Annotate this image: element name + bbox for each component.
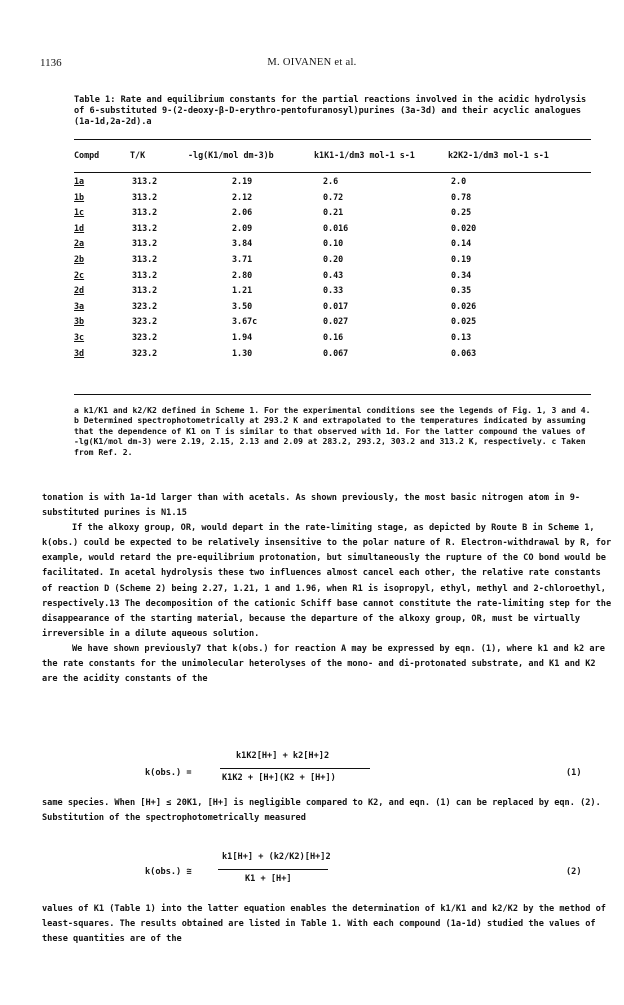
value-cell: 3.71 <box>232 253 253 264</box>
compound-cell: 1a <box>74 176 85 186</box>
value-cell: 0.19 <box>451 253 472 264</box>
value-cell: 0.16 <box>323 331 344 342</box>
value-cell: 3.50 <box>232 300 253 311</box>
paragraph-3: We have shown previously7 that k(obs.) for reaction A may be expressed by eqn. (1), where k1 and k2 are the rate constants for the unimolecular heterolyses of the mono- and di-protonated substrate, and K1 and K2 are the acidity constants of the <box>42 643 605 685</box>
compound-cell: 1c <box>74 207 85 218</box>
table-footnotes: a k1/K1 and k2/K2 defined in Scheme 1. For the experimental conditions see the legends of Fig. 1, 3 and 4. b Determined spectrophotometrically at 293.2 K and extrapolated to the temperatures indicated by assuming that the dependence of K1 on T is similar to that observed with 1d. For the latter compound the values of -lg(K1/mol dm-3) were 2.19, 2.15, 2.13 and 2.09 at 283.2, 293.2, 303.2 and 313.2 K, respectively. c Taken from Ref. 2. <box>74 405 591 457</box>
table-caption: Table 1: Rate and equilibrium constants for the partial reactions involved in the acidic hydrolysis of 6-substituted 9-(2-deoxy-β-D-erythro-pentofuranosyl)purines (3a-3d) and their acyclic analogues (1a-1d,2a-2d).a <box>74 95 587 127</box>
value-cell: 1.30 <box>232 347 253 358</box>
value-cell: 0.020 <box>451 222 477 233</box>
table-row <box>74 238 591 254</box>
data-table <box>74 150 591 363</box>
header-lgk1: -lg(K1/mol dm-3)b <box>188 150 274 160</box>
value-cell: 1.21 <box>232 285 253 296</box>
eq2-number: (2) <box>566 867 582 877</box>
page-number: 1136 <box>40 57 62 69</box>
compound-cell: 3b <box>74 316 85 327</box>
value-cell: 313.2 <box>132 285 158 296</box>
table-row <box>74 254 591 270</box>
table-row <box>74 332 591 348</box>
value-cell: 323.2 <box>132 300 158 311</box>
value-cell: 1.94 <box>232 331 253 342</box>
eq1-numerator: k1K2[H+] + k2[H+]2 <box>236 751 330 761</box>
value-cell: 0.067 <box>323 347 349 358</box>
value-cell: 2.0 <box>451 176 467 186</box>
compound-cell: 3c <box>74 331 85 342</box>
paragraph-5: values of K1 (Table 1) into the latter equation enables the determination of k1/K1 and k2/K2 by the method of least-squares. The results obtained are listed in Table 1. With each compound (1a-1d) studied the values of these quantities are of the <box>42 904 606 945</box>
table-row <box>74 301 591 317</box>
value-cell: 0.43 <box>323 269 344 280</box>
value-cell: 0.025 <box>451 316 477 327</box>
paragraph-4: same species. When [H+] ≤ 20K1, [H+] is negligible compared to K2, and eqn. (1) can be replaced by eqn. (2). Substitution of the spectrophotometrically measured <box>42 798 601 824</box>
value-cell: 0.017 <box>323 300 349 311</box>
value-cell: 313.2 <box>132 222 158 233</box>
compound-cell: 2b <box>74 253 85 264</box>
value-cell: 0.25 <box>451 207 472 218</box>
value-cell: 0.10 <box>323 238 344 249</box>
compound-cell: 1d <box>74 222 85 233</box>
eq2-lhs: k(obs.) ≅ <box>145 867 192 877</box>
value-cell: 2.80 <box>232 269 253 280</box>
compound-cell: 3a <box>74 300 85 311</box>
eq2-denominator: K1 + [H+] <box>245 874 292 884</box>
value-cell: 0.016 <box>323 222 349 233</box>
paragraph-2: If the alkoxy group, OR, would depart in the rate-limiting stage, as depicted by Route B in Scheme 1, k(obs.) could be expected to be relatively insensitive to the polar nature of R. Electron-withdrawal by R, for example, would retard the pre-equilibrium protonation, but simultaneously the rupture of the CO bond would be facilitated. In acetal hydrolysis these two influences almost cancel each other, the relative rate constants of reaction D (Scheme 2) being 2.27, 1.21, 1 and 1.96, when R1 is isopropyl, ethyl, methyl and 2-chloroethyl, respectively.13 The decomposition of the cationic Schiff base cannot constitute the rate-limiting step for the disappearance of the starting material, because the departure of the alkoxy group, OR, must be virtually irreversible in a dilute aqueous solution. <box>42 523 612 639</box>
value-cell: 2.06 <box>232 207 253 218</box>
table-bottom-rule <box>74 394 591 395</box>
value-cell: 0.35 <box>451 285 472 296</box>
table-row <box>74 285 591 301</box>
value-cell: 0.20 <box>323 253 344 264</box>
value-cell: 0.027 <box>323 316 349 327</box>
value-cell: 2.09 <box>232 222 253 233</box>
header-k2k2: k2K2-1/dm3 mol-1 s-1 <box>448 150 549 160</box>
value-cell: 2.12 <box>232 191 253 202</box>
compound-cell: 1b <box>74 191 85 202</box>
body-text <box>42 491 612 687</box>
value-cell: 2.19 <box>232 176 253 186</box>
value-cell: 0.72 <box>323 191 344 202</box>
table-header-row <box>74 150 591 168</box>
compound-cell: 3d <box>74 347 85 358</box>
table-top-rule <box>74 139 591 140</box>
table-row <box>74 223 591 239</box>
compound-cell: 2d <box>74 285 85 296</box>
eq1-denominator: K1K2 + [H+](K2 + [H+]) <box>222 773 336 783</box>
table-row <box>74 176 591 192</box>
table-row <box>74 270 591 286</box>
table-row <box>74 316 591 332</box>
eq1-lhs: k(obs.) = <box>145 768 192 778</box>
eq2-fraction-bar <box>218 869 328 870</box>
value-cell: 323.2 <box>132 347 158 358</box>
value-cell: 313.2 <box>132 191 158 202</box>
table-row <box>74 192 591 208</box>
value-cell: 0.14 <box>451 238 472 249</box>
eq1-fraction-bar <box>220 768 370 769</box>
value-cell: 313.2 <box>132 176 158 186</box>
value-cell: 323.2 <box>132 331 158 342</box>
value-cell: 313.2 <box>132 207 158 218</box>
value-cell: 0.026 <box>451 300 477 311</box>
value-cell: 0.78 <box>451 191 472 202</box>
value-cell: 313.2 <box>132 269 158 280</box>
compound-cell: 2a <box>74 238 85 249</box>
table-row <box>74 348 591 364</box>
table-row <box>74 207 591 223</box>
value-cell: 313.2 <box>132 238 158 249</box>
value-cell: 0.33 <box>323 285 344 296</box>
value-cell: 3.67c <box>232 316 258 327</box>
running-head: M. OIVANEN et al. <box>267 57 357 68</box>
header-k1k1: k1K1-1/dm3 mol-1 s-1 <box>314 150 415 160</box>
header-compd: Compd <box>74 150 100 160</box>
compound-cell: 2c <box>74 269 85 280</box>
paragraph-1: tonation is with 1a-1d larger than with acetals. As shown previously, the most basic nitrogen atom in 9-substituted purines is N1.15 <box>42 493 581 519</box>
eq2-numerator: k1[H+] + (k2/K2)[H+]2 <box>222 852 331 862</box>
header-temp: T/K <box>130 150 146 160</box>
value-cell: 0.21 <box>323 207 344 218</box>
value-cell: 0.063 <box>451 347 477 358</box>
value-cell: 0.13 <box>451 331 472 342</box>
value-cell: 323.2 <box>132 316 158 327</box>
value-cell: 313.2 <box>132 253 158 264</box>
eq1-number: (1) <box>566 768 582 778</box>
value-cell: 2.6 <box>323 176 339 186</box>
value-cell: 0.34 <box>451 269 472 280</box>
value-cell: 3.84 <box>232 238 253 249</box>
